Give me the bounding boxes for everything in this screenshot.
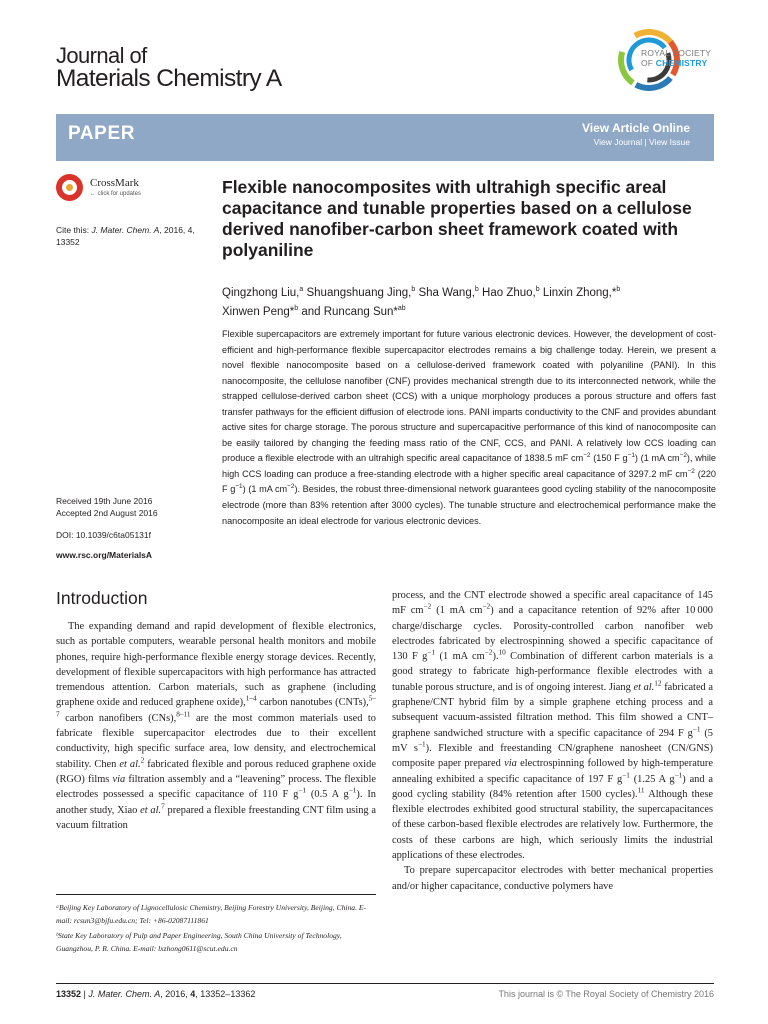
author-affiliation-mark: b [294,304,299,312]
abstract: Flexible supercapacitors are extremely important for future various electronic devices. However, the development of cost-efficient and high-performance flexible supercapacitor electrodes remains a big challenge today. Herein, we present a novel flexible nanocomposite based on a cellulose-derived framework coated with polyaniline (PANI). In this nanocomposite, the cellulose nanofiber (CNF) provides mechanical strength due to its interconnected network, while the strapped cellulose-derived carbon sheet (CCS) with a unique morphology produces a porous structure and offers fast transfer pathways for the efficient diffusion of electrode ions. PANI imparts conductivity to the CNF and provides abundant active sites for charge storage. The porous structure and supercapacitive performance of this kind of nanocomposite can be easily tailored by changing the feeding mass ratio of the CNF, CCS, and PANI. A relatively low CCS loading can produce a flexible electrode with an ultrahigh specific areal capacitance of 1838.5 mF $cm^{-2}$ (150 F $g^{-1}$) (1 mA $cm^{-2}$), while high CCS loading can produce a free-standing electrode with a higher specific areal capacitance of 3297.2 mF $cm^{-2}$ (220 F $g^{-1}$) (1 mA $cm^{-2}$). Besides, the robust three-dimensional network guarantees good cycling stability of the nanocomposite electrode (more than 83% retention after 3000 cycles). The tunable structure and electrochemical performance make the nanocomposite an ideal electrode for various electronic devices. [222,329,717,526]
author-affiliation-mark: b [535,286,540,293]
affiliation-footnotes [56,902,376,958]
author-affiliation-mark: b [411,286,416,293]
author-name: Shuangshuang Jing, [303,286,412,299]
accepted-date: Accepted 2nd August 2016 [56,508,158,518]
body-column-right [392,588,713,894]
affiliation-a: ᵃBeijing Key Laboratory of Lignocellulosic Chemistry, Beijing Forestry University, Beijing, China. E-mail: rcsun3@bjfu.edu.cn; Tel: +86-02087111861 [56,903,367,925]
paragraph: The expanding demand and rapid development of flexible electronics, such as portable computers, wearable personal health monitors and mobile phones, require high-performance flexible energy storage devices. Recently, development of flexible supercapacitors with high performance has attracted tremendous attention. Carbon materials, such as graphene (including graphene oxide and reduced graphene oxide),$^{1-4}$ carbon nanotubes (CNTs),$^{5-7}$ carbon nanofibers (CNs),$^{8-11}$ are the most common materials used to fabricate flexible supercapacitor electrodes due to their excellent conductivity, high specific surface area, low density, and electrochemical stability. Chen et al.$^2$ fabricated flexible and porous reduced graphene oxide (RGO) films via filtration assembly and a “leavening” process. The flexible electrodes possessed a specific capacitance of 110 F $g^{-1}$ (0.5 A $g^{-1}$). In another study, Xiao et al.$^7$ prepared a flexible freestanding CNT film using a vacuum filtration [56,621,377,831]
author-affiliation-mark: b [474,286,479,293]
received-date: Received 19th June 2016 [56,496,153,506]
author-name: Qingzhong Liu, [222,286,300,299]
section-heading-introduction: Introduction [56,588,148,608]
author-affiliation-mark: a [299,286,304,293]
footer-citation: 13352 | J. Mater. Chem. A, 2016, 4, 13352–13362 [56,989,256,999]
crossmark-label: CrossMark [90,177,139,189]
author-name: Sha Wang, [415,286,475,299]
footer-copyright: This journal is © The Royal Society of Chemistry 2016 [498,989,714,999]
author-name: and Runcang Sun* [298,305,398,318]
link-separator: | [642,137,650,147]
affiliation-b: ᵇState Key Laboratory of Pulp and Paper Engineering, South China University of Technology, Guangzhou, P. R. China. E-mail: lxzhong0611@scut.edu.cn [56,931,342,953]
publisher-line2: OF CHEMISTRY [641,58,708,68]
view-article-online-link[interactable]: View Article Online [581,121,690,135]
journal-website-link[interactable]: www.rsc.org/MaterialsA [56,550,153,560]
view-links [594,137,690,147]
article-type-banner [56,114,714,161]
citation-info: Cite this: J. Mater. Chem. A, 2016, 4, 13352 [56,225,195,247]
author-list [222,282,716,320]
journal-title [56,44,282,90]
journal-title-line2: Materials Chemistry A [56,65,282,92]
crossmark-icon [56,174,83,201]
author-name: Xinwen Peng* [222,305,295,318]
view-journal-link[interactable]: View Journal [593,137,643,147]
view-issue-link[interactable]: View Issue [649,137,690,147]
paragraph: process, and the CNT electrode showed a specific areal capacitance of 145 mF $cm^{-2}$ (1 mA $cm^{-2}$) and a capacitance retention of 92% after 10 000 charge/discharge cycles. Porosity-controlled carbon nanofiber web electrodes fabricated by electrospinning showed a specific capacitance of 130 F $g^{-1}$ (1 mA $cm^{-2}).^{10}$ Combination of different carbon materials is a good strategy to fabricate high-performance flexible electrodes with a tunable porous structure, and is of ongoing interest. Jiang et al.$^{12}$ fabricated a graphene/CNT hybrid film by a simple graphene etching process and a subsequent vacuum-assisted filtration method. This film showed a CNT–graphene sandwiched structure with a specific capacitance of 294 F $g^{-1}$ (5 mV $s^{-1}$). Flexible and freestanding CN/graphene nanosheet (CN/GNS) composite paper prepared via electrospinning followed by high-temperature annealing exhibited a specific capacitance of 197 F $g^{-1}$ (1.25 A $g^{-1}$) and a good cycling stability (84% retention after 1500 cycles).$^{11}$ Although these flexible electrodes exhibited good structural stability, the supercapacitances of these carbon-based flexible electrodes are relatively low. Furthermore, the costs of these carbons are high, which seriously limits the industrial applications of these electrodes. [392,590,714,862]
author-name: Linxin Zhong,* [539,286,617,299]
author-name: Hao Zhuo, [478,286,536,299]
footer-divider [56,983,714,984]
body-column-left [56,619,376,833]
journal-title-line1: Journal of [56,43,147,68]
author-affiliation-mark: ab [397,304,406,312]
publisher-line1: ROYAL SOCIETY [641,48,712,58]
publisher-name [641,48,711,68]
doi: DOI: 10.1039/c6ta05131f [56,530,151,540]
received-dates [56,495,216,519]
article-type-label: PAPER [68,123,136,144]
crossmark-badge[interactable] [56,174,152,208]
article-title: Flexible nanocomposites with ultrahigh specific areal capacitance and tunable properties based on a cellulose derived nanofiber-carbon sheet framework coated with polyaniline [222,177,692,260]
paragraph: To prepare supercapacitor electrodes with better mechanical properties and/or higher capacitance, conductive polymers have [392,865,713,892]
author-affiliation-mark: b [616,286,621,293]
crossmark-sublabel: ← click for updates [90,191,142,197]
footnote-divider [56,894,376,895]
